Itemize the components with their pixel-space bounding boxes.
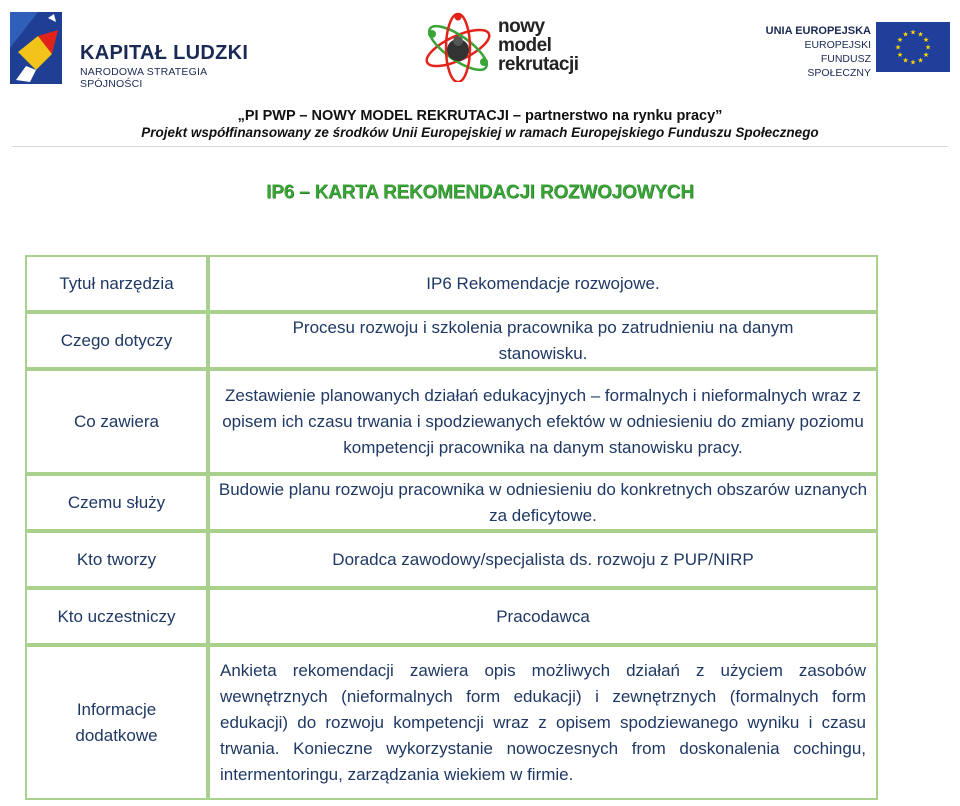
row-value-concerns: Procesu rozwoju i szkolenia pracownika po zatrudnieniu na danym stanowisku. [208, 312, 878, 369]
eu-star-icon: ★ [924, 44, 932, 52]
recommendation-card-table [25, 255, 878, 800]
row-label-participants: Kto uczestniczy [25, 588, 208, 645]
row-value-purpose: Budowie planu rozwoju pracownika w odniesieniu do konkretnych obszarów uznanych za deficytowe. [208, 474, 878, 531]
eu-star-icon: ★ [917, 31, 924, 39]
row-value-creator: Doradca zawodowy/specjalista ds. rozwoju z PUP/NIRP [208, 531, 878, 588]
row-label-purpose: Czemu służy [25, 474, 208, 531]
ue-line-3: FUNDUSZ SPOŁECZNY [807, 53, 871, 79]
row-label-concerns: Czego dotyczy [25, 312, 208, 369]
eu-star-icon: ★ [917, 57, 924, 65]
eu-star-icon: ★ [922, 52, 930, 59]
row-label-additional-info: Informacje dodatkowe [25, 645, 208, 800]
kapital-ludzki-subtitle: NARODOWA STRATEGIA SPÓJNOŚCI [80, 66, 207, 90]
nowy-model-rekrutacji-logo [418, 12, 588, 82]
row-value-additional-info: Ankieta rekomendacji zawiera opis możliwych działań z użyciem zasobów wewnętrznych (nieformalnych form edukacji) i zewnętrznych (formalnych form edukacji) do rozwoju kompetencji wraz z opisem spodziewanego wyniku i czasu trwania. Konieczne wykorzystanie nowoczesnych from doskonalenia cochingu, intermentoringu, zarządzania wiekiem w firmie. [208, 645, 878, 800]
page-title: IP6 – KARTA REKOMENDACJI ROZWOJOWYCH [266, 182, 694, 203]
eu-flag-icon [876, 22, 950, 72]
eu-star-icon: ★ [896, 52, 904, 59]
row-value-tool-title: IP6 Rekomendacje rozwojowe. [208, 255, 878, 312]
nmr-line-2: model [498, 35, 552, 56]
row-label-contents: Co zawiera [25, 369, 208, 474]
eu-star-icon: ★ [902, 31, 909, 39]
eu-star-icon: ★ [909, 29, 917, 37]
header-divider [12, 146, 948, 147]
eu-star-icon: ★ [909, 59, 917, 67]
unia-europejska-logo [765, 18, 955, 78]
row-label-creator: Kto tworzy [25, 531, 208, 588]
row-value-participants: Pracodawca [208, 588, 878, 645]
nmr-line-1: nowy [498, 16, 545, 37]
eu-star-icon: ★ [922, 37, 930, 44]
ue-line-2: EUROPEJSKI [804, 39, 871, 51]
kapital-ludzki-title: KAPITAŁ LUDZKI [80, 42, 249, 64]
ue-line-1: UNIA EUROPEJSKA [765, 25, 871, 37]
atom-icon [418, 12, 498, 82]
row-label-tool-title: Tytuł narzędzia [25, 255, 208, 312]
nowy-model-rekrutacji-text [498, 17, 579, 74]
eu-star-icon: ★ [902, 57, 909, 65]
project-title: „PI PWP – NOWY MODEL REKRUTACJI – partnerstwo na rynku pracy” [237, 108, 723, 124]
row-value-contents: Zestawienie planowanych działań edukacyjnych – formalnych i nieformalnych wraz z opisem ich czasu trwania i spodziewanych efektów w odniesieniu do zmiany poziomu kompetencji pracownika na danym stanowisku pracy. [208, 369, 878, 474]
kapital-ludzki-emblem-icon [8, 8, 68, 86]
kapital-ludzki-logo [8, 8, 258, 90]
ue-text [765, 24, 871, 80]
project-subtitle: Projekt współfinansowany ze środków Unii Europejskiej w ramach Europejskiego Funduszu Społecznego [141, 125, 819, 140]
nmr-line-3: rekrutacji [498, 54, 579, 75]
eu-star-icon: ★ [896, 37, 904, 44]
eu-star-icon: ★ [894, 44, 902, 52]
